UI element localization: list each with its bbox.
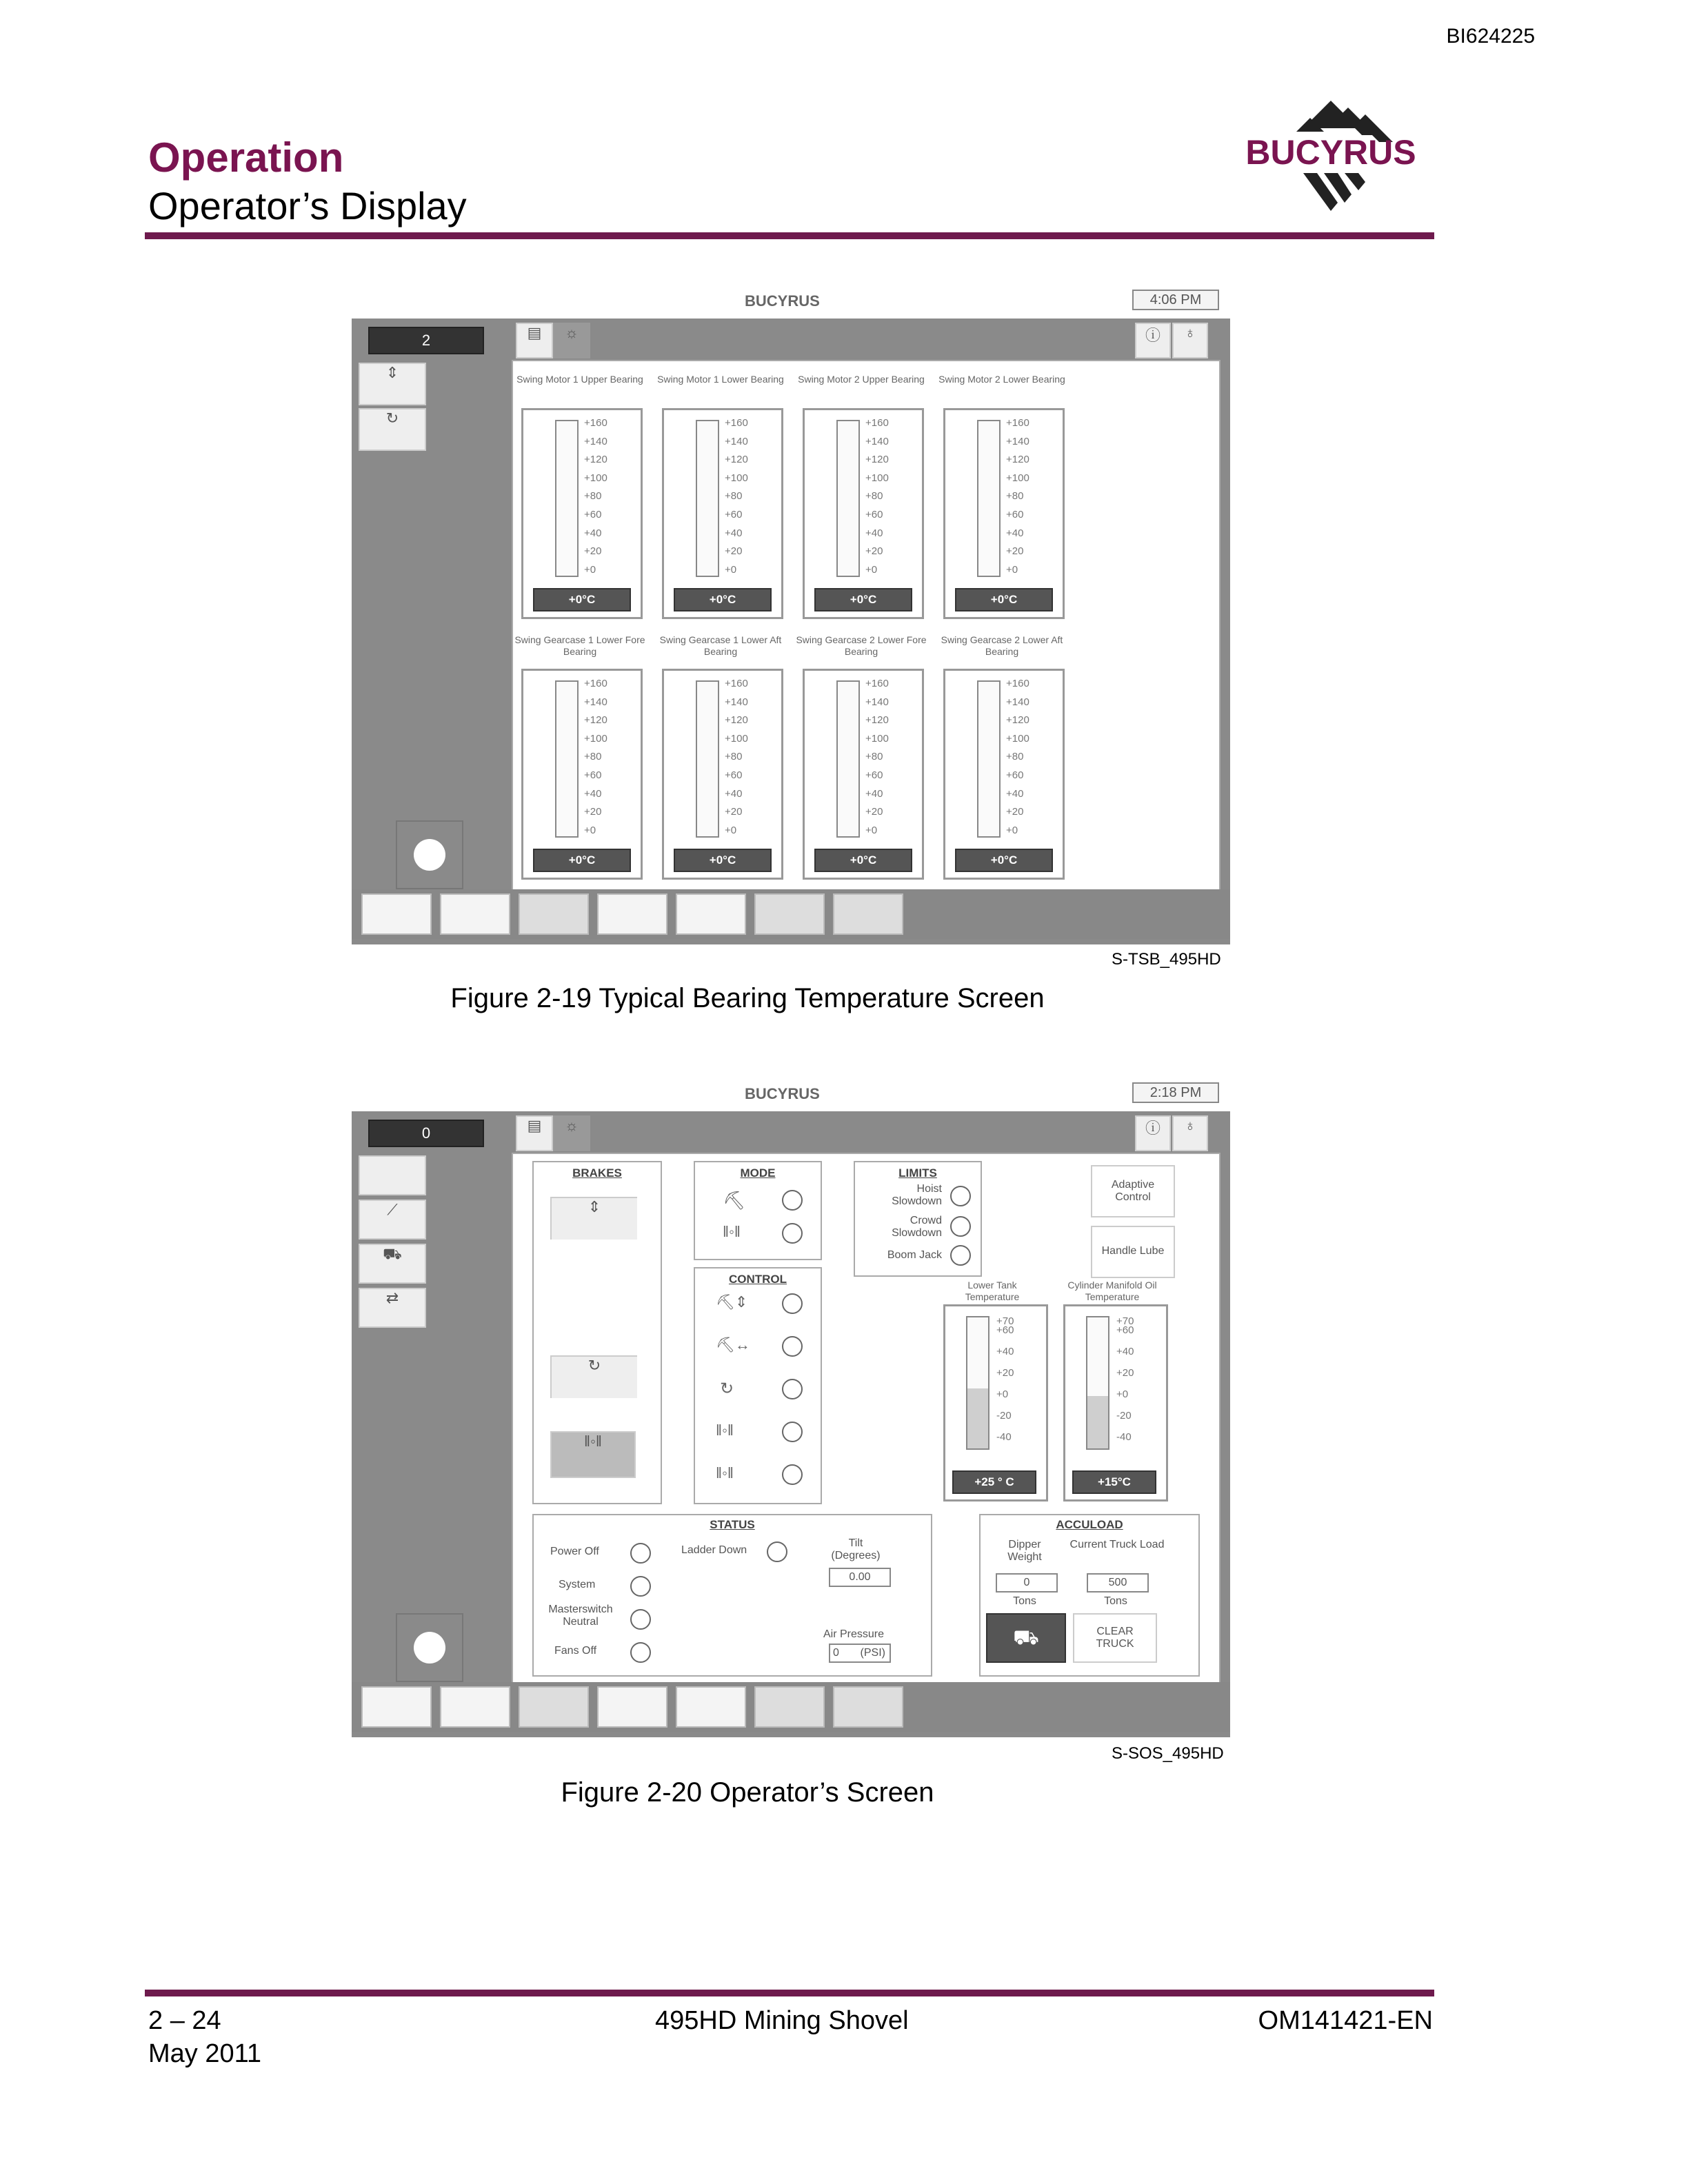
accuload-heading: ACCULOAD <box>1056 1518 1123 1531</box>
fans-off-label: Fans Off <box>554 1645 597 1657</box>
scale-tick-label: +60 <box>865 508 883 520</box>
temperature-gauge <box>662 669 783 880</box>
gauge-readout: +0°C <box>533 849 631 872</box>
mode-propel-icon: ‖◦‖ <box>723 1223 741 1240</box>
scale-tick-label: +140 <box>865 435 889 447</box>
footer-date: May 2011 <box>148 2039 262 2068</box>
status-group <box>532 1514 932 1677</box>
air-pressure-unit: (PSI) <box>860 1647 885 1659</box>
limit-hoist-label: Hoist Slowdown <box>892 1183 942 1207</box>
gauge-scale <box>584 414 607 579</box>
toolbar-monitor-button[interactable] <box>676 1686 746 1728</box>
screen-header <box>352 283 1230 318</box>
gauge-readout: +0°C <box>674 588 772 611</box>
handle-lube-label: Handle Lube <box>1101 1245 1165 1257</box>
swing-brake-icon[interactable]: ↻ <box>550 1355 637 1398</box>
footer-rule <box>145 1990 1434 1996</box>
gauge-readout: +0°C <box>674 849 772 872</box>
subsection-title: Operator’s Display <box>148 184 467 228</box>
scale-tick-label: +0 <box>1006 563 1018 576</box>
gauge-bar <box>555 420 579 577</box>
clear-truck-label: CLEAR TRUCK <box>1096 1626 1134 1650</box>
gauge-readout: +15°C <box>1072 1470 1156 1494</box>
toolbar-columns-button[interactable] <box>597 1686 667 1728</box>
scale-tick-label: +20 <box>1006 545 1024 558</box>
control-group <box>694 1267 822 1504</box>
info-icon[interactable]: ⓘ <box>1135 1115 1171 1151</box>
mode-heading: MODE <box>740 1166 776 1180</box>
gauge-label: Swing Motor 1 Lower Bearing <box>657 374 784 385</box>
gauge-readout: +0°C <box>814 849 912 872</box>
scale-tick-label: +40 <box>1006 787 1024 800</box>
gauge-label: Swing Gearcase 2 Lower Aft Bearing <box>941 634 1063 657</box>
scale-tick-label: +160 <box>1006 678 1029 689</box>
scale-tick-label: +140 <box>584 696 607 708</box>
scale-tick-label: +40 <box>725 787 743 800</box>
scale-tick-label: +120 <box>725 454 748 466</box>
gauge-scale <box>996 1311 1014 1448</box>
toolbar-pointer-button[interactable] <box>519 1686 589 1728</box>
accuload-group <box>979 1514 1200 1677</box>
mode-propel-radio[interactable] <box>782 1223 803 1244</box>
scale-tick-label: +40 <box>584 527 602 539</box>
gauge-label: Swing Gearcase 2 Lower Fore Bearing <box>796 634 927 657</box>
gauge-bar <box>977 680 1001 838</box>
bulb-icon[interactable]: ♁ <box>1172 323 1208 358</box>
system-radio <box>630 1576 651 1597</box>
toolbar-monitor-button[interactable] <box>676 893 746 935</box>
mode-group <box>694 1161 822 1260</box>
scale-tick-label: +20 <box>996 1367 1014 1379</box>
scale-tick-label: +80 <box>584 751 602 763</box>
print-icon[interactable]: ▤ <box>516 323 553 358</box>
cylinder-manifold-label: Cylinder Manifold Oil Temperature <box>1067 1280 1157 1302</box>
scale-tick-label: +160 <box>725 678 748 689</box>
hoist-brake-icon[interactable]: ⇕ <box>550 1197 637 1240</box>
control-swing-icon: ↻ <box>720 1379 734 1398</box>
scale-tick-label: +100 <box>865 732 889 745</box>
brakes-heading: BRAKES <box>572 1166 622 1180</box>
screen-number: 0 <box>368 1120 484 1147</box>
footer-doc-number: OM141421-EN <box>1258 2006 1433 2035</box>
scale-tick-label: +140 <box>725 435 748 447</box>
toolbar-thermometer-button[interactable] <box>833 1686 903 1728</box>
toolbar-thermometer-button[interactable] <box>833 893 903 935</box>
figure-1-ref: S-TSB_495HD <box>1112 950 1221 969</box>
scale-tick-label: +100 <box>865 472 889 484</box>
scale-tick-label: +120 <box>1006 714 1029 727</box>
scale-tick-label: +40 <box>865 787 883 800</box>
help-lamp-icon[interactable]: ☼ <box>553 323 590 358</box>
scale-tick-label: +160 <box>584 417 607 429</box>
gauge-panel <box>512 360 1220 893</box>
control-propel-2-radio[interactable] <box>782 1464 803 1485</box>
limits-heading: LIMITS <box>898 1166 937 1180</box>
scale-tick-label: +0 <box>1116 1388 1129 1400</box>
limit-hoist-radio[interactable] <box>950 1186 971 1206</box>
current-truck-label: Current Truck Load <box>1069 1539 1165 1550</box>
hoist-control-icon[interactable]: ⇕ <box>359 363 426 405</box>
temperature-gauge <box>803 408 924 619</box>
dipper-weight-label: Dipper Weight <box>1007 1539 1042 1563</box>
toolbar-blank-button[interactable] <box>361 893 432 935</box>
scale-tick-label: +80 <box>1006 490 1024 503</box>
toolbar-gauge-button[interactable] <box>754 1686 825 1728</box>
clock: 2:18 PM <box>1132 1082 1219 1103</box>
temperature-gauge <box>521 408 643 619</box>
side-truck-icon[interactable]: ⛟ <box>359 1244 426 1284</box>
scale-tick-label: +80 <box>865 490 883 503</box>
control-hoist-radio[interactable] <box>782 1293 803 1314</box>
scale-tick-label: +140 <box>584 435 607 447</box>
clock: 4:06 PM <box>1132 290 1219 310</box>
current-truck-unit: Tons <box>1104 1595 1127 1607</box>
scale-tick-label: +0 <box>584 563 596 576</box>
gauge-scale <box>1006 675 1029 840</box>
scale-tick-label: +160 <box>584 678 607 689</box>
gauge-scale <box>1116 1311 1134 1448</box>
scale-tick-label: +20 <box>865 806 883 818</box>
scale-tick-label: +60 <box>1116 1324 1134 1336</box>
temperature-gauge <box>521 669 643 880</box>
air-pressure-value: 0 <box>833 1647 839 1659</box>
gauge-readout: +0°C <box>955 588 1053 611</box>
help-lamp-icon[interactable]: ☼ <box>553 1115 590 1151</box>
scale-tick-label: +60 <box>865 769 883 781</box>
scale-tick-label: +20 <box>725 806 743 818</box>
scale-tick-label: +100 <box>584 732 607 745</box>
scale-tick-label: -20 <box>996 1410 1012 1422</box>
gauge-bar <box>966 1316 989 1450</box>
scale-tick-label: +60 <box>725 769 743 781</box>
document-id: BI624225 <box>1446 25 1535 48</box>
adaptive-control-label: Adaptive Control <box>1111 1179 1155 1203</box>
info-icon[interactable]: ⓘ <box>1135 323 1171 358</box>
propel-brake-icon[interactable]: ‖◦‖ <box>550 1431 636 1478</box>
control-heading: CONTROL <box>728 1273 787 1286</box>
control-propel-2-icon: ‖◦‖ <box>716 1464 734 1482</box>
scale-tick-label: +0 <box>725 824 737 836</box>
gauge-label: Swing Motor 2 Upper Bearing <box>798 374 925 385</box>
scale-tick-label: +100 <box>1006 732 1029 745</box>
air-pressure-field <box>829 1644 891 1663</box>
masterswitch-radio <box>630 1609 651 1630</box>
scale-tick-label: -40 <box>1116 1431 1132 1443</box>
scale-tick-label: +70 <box>996 1315 1014 1327</box>
status-indicator <box>396 820 463 889</box>
clear-truck-button[interactable] <box>1073 1613 1157 1663</box>
gauge-readout: +25 ° C <box>952 1470 1036 1494</box>
dipper-weight-value: 0 <box>996 1573 1058 1593</box>
scale-tick-label: +100 <box>1006 472 1029 484</box>
adaptive-control-button[interactable] <box>1091 1165 1175 1217</box>
gauge-scale <box>865 414 889 579</box>
system-label: System <box>559 1579 596 1590</box>
scale-tick-label: +70 <box>1116 1315 1134 1327</box>
scale-tick-label: +40 <box>996 1346 1014 1357</box>
limit-crowd-radio[interactable] <box>950 1216 971 1237</box>
scale-tick-label: +140 <box>1006 696 1029 708</box>
toolbar-crowd-button[interactable] <box>440 893 510 935</box>
side-ramp-icon[interactable]: ⟋ <box>359 1200 426 1240</box>
toolbar-pointer-button[interactable] <box>519 893 589 935</box>
svg-text:BUCYRUS: BUCYRUS <box>1245 133 1416 172</box>
gauge-readout: +0°C <box>533 588 631 611</box>
scale-tick-label: +0 <box>996 1388 1009 1400</box>
temperature-gauge <box>803 669 924 880</box>
scale-tick-label: +120 <box>725 714 748 727</box>
control-propel-1-radio[interactable] <box>782 1422 803 1442</box>
mode-dig-icon: ⛏ <box>723 1190 746 1211</box>
scale-tick-label: +0 <box>865 824 878 836</box>
side-propel-icon[interactable]: ⇄ <box>359 1288 426 1328</box>
scale-tick-label: +0 <box>725 563 737 576</box>
scale-tick-label: +40 <box>1006 527 1024 539</box>
scale-tick-label: +140 <box>1006 435 1029 447</box>
operator-screen <box>352 1075 1230 1737</box>
power-off-label: Power Off <box>550 1546 599 1557</box>
dipper-weight-unit: Tons <box>1013 1595 1036 1607</box>
scale-tick-label: +80 <box>1006 751 1024 763</box>
scale-tick-label: +160 <box>865 678 889 689</box>
limit-boom-label: Boom Jack <box>887 1249 942 1261</box>
fans-off-radio <box>630 1642 651 1663</box>
header-rule <box>145 232 1434 239</box>
scale-tick-label: +120 <box>865 454 889 466</box>
operator-panel <box>512 1153 1220 1686</box>
temperature-gauge <box>943 669 1065 880</box>
power-off-radio <box>630 1543 651 1564</box>
bottom-toolbar <box>352 889 1230 939</box>
scale-tick-label: -20 <box>1116 1410 1132 1422</box>
gauge-label: Swing Gearcase 1 Lower Fore Bearing <box>514 634 645 657</box>
toolbar-crowd-button[interactable] <box>440 1686 510 1728</box>
lower-tank-label: Lower Tank Temperature <box>965 1280 1020 1302</box>
control-hoist-icon: ⛏⇕ <box>716 1293 748 1311</box>
scale-tick-label: +0 <box>865 563 878 576</box>
gauge-bar <box>836 680 860 838</box>
limits-group <box>854 1161 982 1277</box>
brakes-group <box>532 1161 662 1504</box>
scale-tick-label: +80 <box>865 751 883 763</box>
current-truck-value: 500 <box>1087 1573 1149 1593</box>
screen-brand: BUCYRUS <box>745 1085 820 1102</box>
scale-tick-label: +20 <box>1006 806 1024 818</box>
control-swing-radio[interactable] <box>782 1379 803 1399</box>
ladder-down-radio <box>767 1541 787 1562</box>
scale-tick-label: +60 <box>996 1324 1014 1336</box>
scale-tick-label: +60 <box>1006 769 1024 781</box>
gauge-bar <box>1086 1316 1109 1450</box>
scale-tick-label: +80 <box>725 751 743 763</box>
temperature-gauge <box>662 408 783 619</box>
truck-icon[interactable]: ⛟ <box>986 1613 1066 1663</box>
masterswitch-label: Masterswitch Neutral <box>548 1604 613 1628</box>
gauge-scale <box>1006 414 1029 579</box>
scale-tick-label: +80 <box>725 490 743 503</box>
bearing-temperature-screen <box>352 283 1230 944</box>
screen-brand: BUCYRUS <box>745 292 820 310</box>
gauge-bar <box>836 420 860 577</box>
scale-tick-label: +20 <box>725 545 743 558</box>
cylinder-manifold-gauge <box>1063 1304 1168 1502</box>
scale-tick-label: +80 <box>584 490 602 503</box>
figure-2-caption: Figure 2-20 Operator’s Screen <box>561 1777 934 1808</box>
scale-tick-label: +160 <box>865 417 889 429</box>
gauge-label: Swing Gearcase 1 Lower Aft Bearing <box>659 634 782 657</box>
control-crowd-icon: ⛏↔ <box>716 1336 750 1353</box>
gauge-fill <box>967 1388 988 1448</box>
scale-tick-label: +60 <box>584 769 602 781</box>
scale-tick-label: +20 <box>584 545 602 558</box>
gauge-bar <box>977 420 1001 577</box>
scale-tick-label: +100 <box>584 472 607 484</box>
scale-tick-label: +60 <box>725 508 743 520</box>
scale-tick-label: +0 <box>1006 824 1018 836</box>
lower-tank-gauge <box>943 1304 1048 1502</box>
temperature-gauge <box>943 408 1065 619</box>
scale-tick-label: +40 <box>584 787 602 800</box>
scale-tick-label: +0 <box>584 824 596 836</box>
gauge-bar <box>696 420 719 577</box>
gauge-label: Swing Motor 2 Lower Bearing <box>938 374 1065 385</box>
gauge-scale <box>725 675 748 840</box>
section-title: Operation <box>148 134 344 181</box>
tilt-label: Tilt (Degrees) <box>831 1537 881 1561</box>
air-pressure-label: Air Pressure <box>823 1628 885 1640</box>
scale-tick-label: +140 <box>865 696 889 708</box>
toolbar-gauge-button[interactable] <box>754 893 825 935</box>
scale-tick-label: +40 <box>865 527 883 539</box>
gauge-fill <box>1087 1396 1108 1448</box>
status-indicator <box>396 1613 463 1682</box>
scale-tick-label: +160 <box>1006 417 1029 429</box>
scale-tick-label: +60 <box>584 508 602 520</box>
scale-tick-label: +20 <box>584 806 602 818</box>
gauge-scale <box>584 675 607 840</box>
scale-tick-label: +120 <box>865 714 889 727</box>
print-icon[interactable]: ▤ <box>516 1115 553 1151</box>
scale-tick-label: +60 <box>1006 508 1024 520</box>
handle-lube-button[interactable] <box>1091 1226 1175 1278</box>
side-blank-button[interactable] <box>359 1155 426 1195</box>
bottom-toolbar <box>352 1682 1230 1732</box>
scale-tick-label: +120 <box>584 714 607 727</box>
gauge-bar <box>555 680 579 838</box>
bucyrus-logo <box>1227 101 1434 225</box>
gauge-scale <box>865 675 889 840</box>
scale-tick-label: +20 <box>1116 1367 1134 1379</box>
gauge-label: Swing Motor 1 Upper Bearing <box>516 374 643 385</box>
page-number: 2 – 24 <box>148 2006 221 2035</box>
limit-crowd-label: Crowd Slowdown <box>892 1215 942 1239</box>
gauge-scale <box>725 414 748 579</box>
screen-number: 2 <box>368 327 484 354</box>
gauge-bar <box>696 680 719 838</box>
scale-tick-label: +140 <box>725 696 748 708</box>
scale-tick-label: +120 <box>1006 454 1029 466</box>
tilt-value: 0.00 <box>829 1568 891 1587</box>
figure-1-caption: Figure 2-19 Typical Bearing Temperature Screen <box>450 983 1045 1013</box>
toolbar-columns-button[interactable] <box>597 893 667 935</box>
bulb-icon[interactable]: ♁ <box>1172 1115 1208 1151</box>
scale-tick-label: -40 <box>996 1431 1012 1443</box>
scale-tick-label: +20 <box>865 545 883 558</box>
ladder-down-label: Ladder Down <box>681 1544 747 1556</box>
screen-header <box>352 1075 1230 1111</box>
control-propel-1-icon: ‖◦‖ <box>716 1422 734 1439</box>
scale-tick-label: +160 <box>725 417 748 429</box>
footer-title: 495HD Mining Shovel <box>655 2006 909 2035</box>
gauge-readout: +0°C <box>814 588 912 611</box>
mode-dig-radio[interactable] <box>782 1190 803 1211</box>
control-crowd-radio[interactable] <box>782 1336 803 1357</box>
status-heading: STATUS <box>710 1518 755 1531</box>
figure-2-ref: S-SOS_495HD <box>1112 1744 1224 1763</box>
scale-tick-label: +120 <box>584 454 607 466</box>
gauge-readout: +0°C <box>955 849 1053 872</box>
scale-tick-label: +40 <box>1116 1346 1134 1357</box>
limit-boom-radio[interactable] <box>950 1245 971 1266</box>
swing-control-icon[interactable]: ↻ <box>359 408 426 451</box>
scale-tick-label: +40 <box>725 527 743 539</box>
toolbar-blank-button[interactable] <box>361 1686 432 1728</box>
scale-tick-label: +100 <box>725 472 748 484</box>
scale-tick-label: +100 <box>725 732 748 745</box>
